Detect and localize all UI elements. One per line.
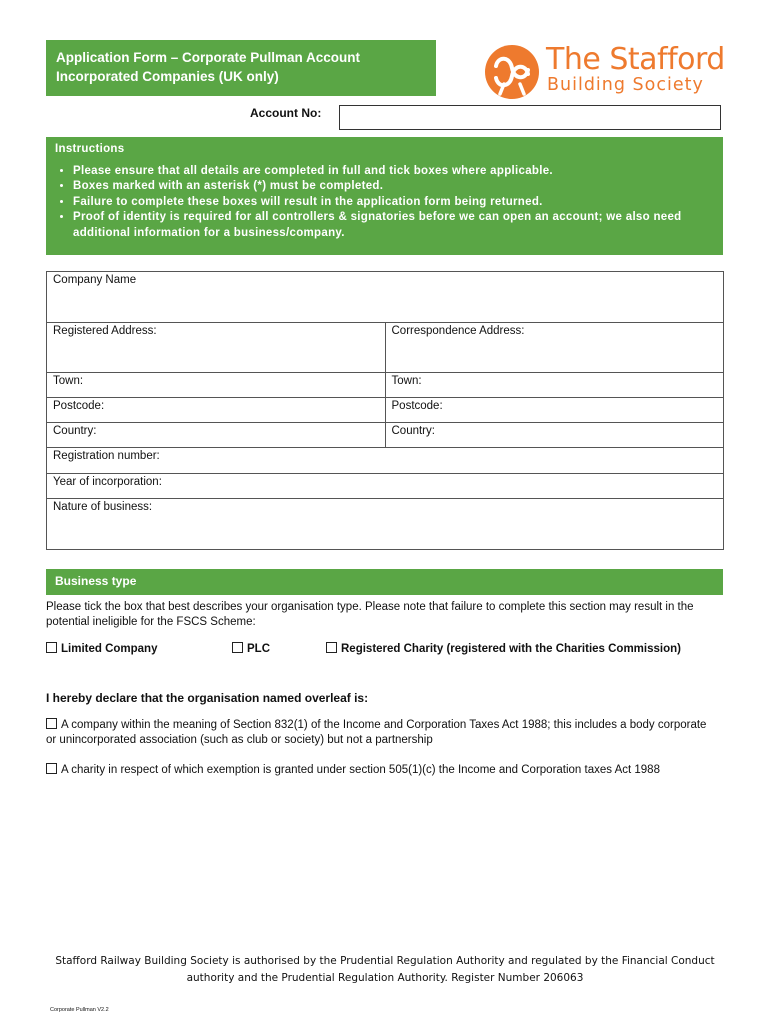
account-number-label: Account No: [250,106,322,120]
instructions-panel [46,137,723,255]
country-label: Country: [53,425,97,437]
instruction-item: • Failure to complete these boxes will result in the application form being returned. [73,195,714,211]
nature-of-business-label: Nature of business: [53,501,153,513]
footer-line: authority and the Prudential Regulation Authority. Register Number 206063 [186,972,584,984]
logo-name: The Stafford [546,42,725,77]
declaration-heading: I hereby declare that the organisation named overleaf is: [46,691,369,705]
knot-logo-icon [484,44,540,100]
checkbox-icon[interactable] [232,642,243,653]
checkbox-icon[interactable] [326,642,337,653]
option-label: PLC [247,643,270,655]
registered-country-field[interactable] [47,423,386,448]
registered-charity-option[interactable] [326,642,681,655]
company-details-table [46,271,724,550]
year-of-incorporation-label: Year of incorporation: [53,476,162,488]
checkbox-icon[interactable] [46,763,57,774]
declaration-charity-option[interactable] [46,763,716,778]
instructions-list [55,164,714,242]
registration-number-label: Registration number: [53,450,160,462]
option-label: A charity in respect of which exemption is granted under section 505(1)(c) the Income and Corporation taxes Act 1988 [61,764,660,776]
form-title: Application Form – Corporate Pullman Account [56,50,361,65]
logo-tagline: Building Society [547,75,704,95]
year-of-incorporation-field[interactable] [47,474,724,499]
regulatory-footer [0,953,770,987]
correspondence-postcode-field[interactable] [385,398,724,423]
country-label: Country: [391,425,435,437]
instruction-item: • Boxes marked with an asterisk (*) must be completed. [73,179,714,195]
nature-of-business-field[interactable] [47,499,724,550]
plc-option[interactable] [232,642,270,655]
registered-postcode-field[interactable] [47,398,386,423]
instructions-heading: Instructions [55,143,125,155]
registered-town-field[interactable] [47,373,386,398]
checkbox-icon[interactable] [46,642,57,653]
footer-line: Stafford Railway Building Society is authorised by the Prudential Regulation Authority and regulated by the Financial Conduct [55,955,715,967]
option-label: Registered Charity (registered with the Charities Commission) [341,643,681,655]
stafford-logo [484,40,734,100]
postcode-label: Postcode: [391,400,443,412]
town-label: Town: [391,375,422,387]
account-number-input[interactable] [339,105,721,130]
form-title-box [46,40,436,96]
correspondence-address-label: Correspondence Address: [391,325,525,337]
company-name-field[interactable] [47,272,724,323]
option-label: Limited Company [61,643,158,655]
instruction-item: • Please ensure that all details are completed in full and tick boxes where applicable. [73,164,714,180]
declaration-company-option[interactable] [46,718,716,748]
correspondence-country-field[interactable] [385,423,724,448]
instruction-item: • Proof of identity is required for all controllers & signatories before we can open an account; we also need additional information for a business/company. [73,210,714,241]
correspondence-address-field[interactable] [385,323,724,373]
company-name-label: Company Name [53,274,137,286]
correspondence-town-field[interactable] [385,373,724,398]
postcode-label: Postcode: [53,400,105,412]
version-label: Corporate Pullman V2.2 [50,1007,109,1013]
option-label: A company within the meaning of Section 832(1) of the Income and Corporation Taxes Act 1988; this includes a body corporate or unincorporated association (such as club or society) but not a partnership [46,719,707,746]
town-label: Town: [53,375,84,387]
registered-address-label: Registered Address: [53,325,157,337]
business-type-heading: Business type [46,569,723,595]
limited-company-option[interactable] [46,642,157,655]
checkbox-icon[interactable] [46,718,57,729]
business-type-description: Please tick the box that best describes your organisation type. Please note that failure to complete this section may result in the potential ineligible for the FSCS Scheme: [46,601,694,628]
registered-address-field[interactable] [47,323,386,373]
form-subtitle: Incorporated Companies (UK only) [56,69,279,84]
registration-number-field[interactable] [47,448,724,474]
